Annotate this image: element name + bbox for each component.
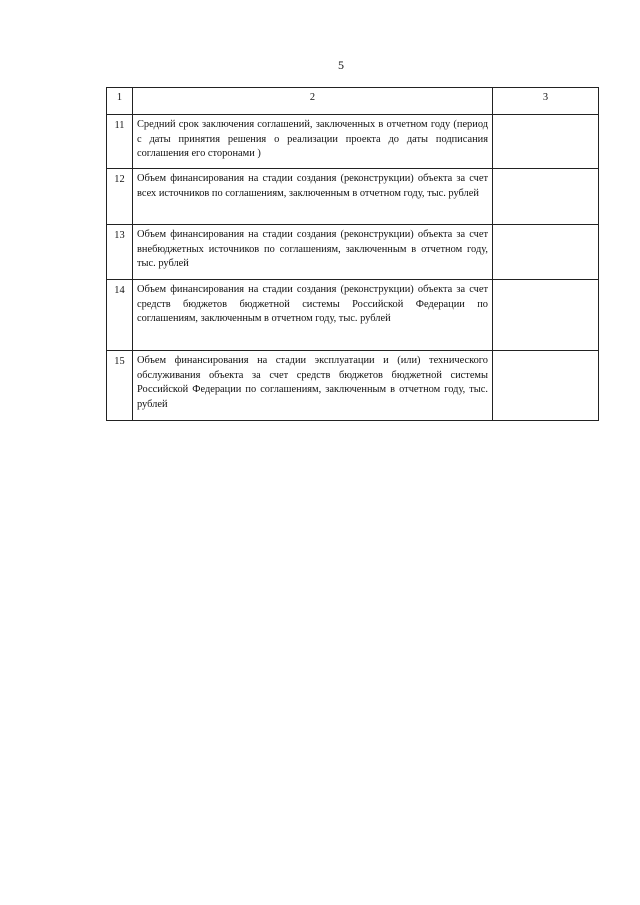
row-description: Объем финансирования на стадии создания (реконструкции) объекта за счет внебюджетных источников по соглашениям, заключенным в отчетном году, тыс. рублей (133, 225, 493, 280)
page-number: 5 (338, 58, 344, 72)
table-row (107, 351, 599, 421)
row-description: Объем финансирования на стадии создания (реконструкции) объекта за счет всех источников по соглашениям, заключенным в отчетном году, тыс. рублей (133, 169, 493, 225)
row-number: 15 (107, 351, 133, 421)
indicators-table (106, 87, 599, 421)
table-row (107, 280, 599, 351)
row-value (493, 225, 599, 280)
row-description: Объем финансирования на стадии эксплуатации и (или) технического обслуживания объекта за счет средств бюджетов бюджетной системы Российской Федерации по соглашениям, заключенным в отчетном году, тыс. рублей (133, 351, 493, 421)
table-row (107, 225, 599, 280)
row-number: 13 (107, 225, 133, 280)
row-value (493, 169, 599, 225)
column-header-value: 3 (493, 88, 599, 115)
row-value (493, 280, 599, 351)
table-header-row (107, 88, 599, 115)
row-description: Объем финансирования на стадии создания (реконструкции) объекта за счет средств бюджетов бюджетной системы Российской Федерации по соглашениям, заключенным в отчетном году, тыс. рублей (133, 280, 493, 351)
row-number: 12 (107, 169, 133, 225)
column-header-description: 2 (133, 88, 493, 115)
row-value (493, 351, 599, 421)
row-number: 11 (107, 115, 133, 169)
row-number: 14 (107, 280, 133, 351)
table-row (107, 115, 599, 169)
table-row (107, 169, 599, 225)
column-header-number: 1 (107, 88, 133, 115)
row-value (493, 115, 599, 169)
row-description: Средний срок заключения соглашений, заключенных в отчетном году (период с даты принятия решения о реализации проекта до даты подписания соглашения его сторонами ) (133, 115, 493, 169)
